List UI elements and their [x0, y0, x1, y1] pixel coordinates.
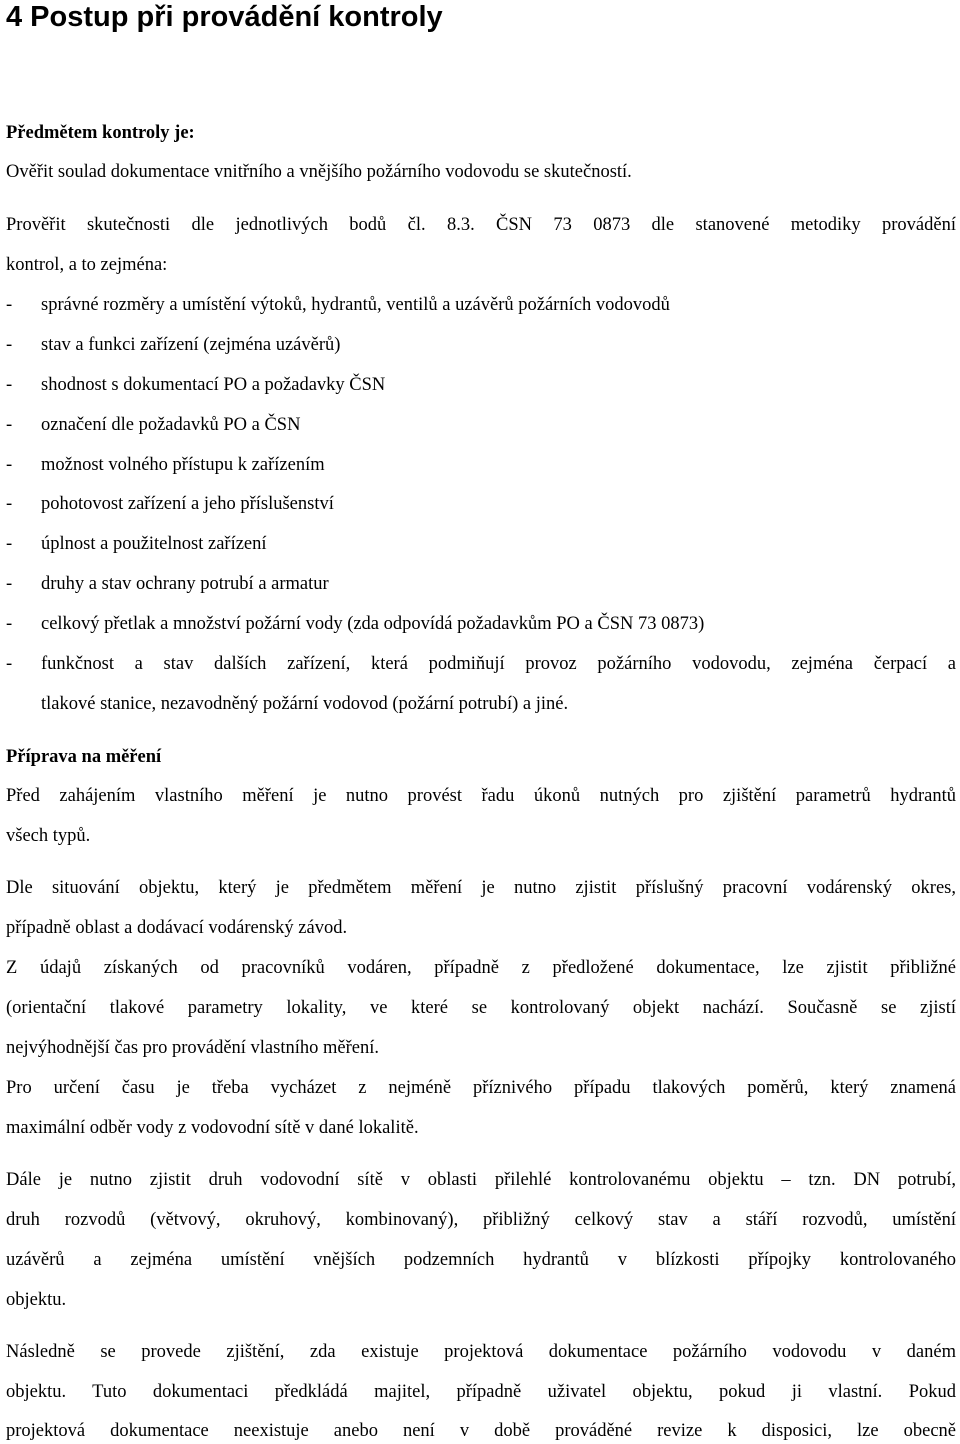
subject-line-2: Prověřit skutečnosti dle jednotlivých bodů čl. 8.3. ČSN 73 0873 dle stanovené metodiky provádění	[6, 215, 956, 235]
list-dash: -	[6, 614, 13, 634]
prep-p5-line-4: objektu.	[6, 1290, 67, 1310]
list-item-text: možnost volného přístupu k zařízením	[41, 455, 325, 475]
prep-p5-line-3: uzávěrů a zejména umístění vnějších podzemních hydrantů v blízkosti přípojky kontrolovaného	[6, 1250, 956, 1270]
prep-p4-line-1: Pro určení času je třeba vycházet z nejméně příznivého případu tlakových poměrů, který znamená	[6, 1078, 956, 1098]
prep-p2-line-1: Dle situování objektu, který je předmětem měření je nutno zjistit příslušný pracovní vodárenský okres,	[6, 878, 956, 898]
list-item-text: úplnost a použitelnost zařízení	[41, 534, 267, 554]
subject-line-3: kontrol, a to zejména:	[6, 255, 168, 275]
list-item-text: správné rozměry a umístění výtoků, hydrantů, ventilů a uzávěrů požárních vodovodů	[41, 295, 670, 315]
prep-p2-line-2: případně oblast a dodávací vodárenský závod.	[6, 918, 348, 938]
list-item-text: stav a funkci zařízení (zejména uzávěrů)	[41, 335, 341, 355]
list-dash: -	[6, 654, 13, 674]
list-item-text: tlakové stanice, nezavodněný požární vodovod (požární potrubí) a jiné.	[41, 694, 569, 714]
prep-p6-line-2: objektu. Tuto dokumentaci předkládá majitel, případně uživatel objektu, pokud ji vlastní. Pokud	[6, 1382, 956, 1402]
prep-title: Příprava na měření	[6, 747, 162, 767]
subject-title: Předmětem kontroly je:	[6, 123, 195, 143]
list-dash: -	[6, 415, 13, 435]
list-item-text: druhy a stav ochrany potrubí a armatur	[41, 574, 329, 594]
prep-p5-line-1: Dále je nutno zjistit druh vodovodní sítě v oblasti přilehlé kontrolovanému objektu – tzn. DN potrubí,	[6, 1170, 956, 1190]
list-dash: -	[6, 494, 13, 514]
list-item-text: funkčnost a stav dalších zařízení, která podmiňují provoz požárního vodovodu, zejména čerpací a	[41, 654, 956, 674]
prep-p6-line-1: Následně se provede zjištění, zda existuje projektová dokumentace požárního vodovodu v daném	[6, 1342, 956, 1362]
prep-p1-line-1: Před zahájením vlastního měření je nutno provést řadu úkonů nutných pro zjištění parametrů hydrantů	[6, 786, 956, 806]
prep-p1-line-2: všech typů.	[6, 826, 91, 846]
list-item-text: označení dle požadavků PO a ČSN	[41, 415, 301, 435]
prep-p3-line-2: (orientační tlakové parametry lokality, ve které se kontrolovaný objekt nachází. Současně se zjistí	[6, 998, 956, 1018]
section-heading: 4 Postup při provádění kontroly	[6, 1, 443, 33]
prep-p5-line-2: druh rozvodů (větvový, okruhový, kombinovaný), přibližný celkový stav a stáří rozvodů, umístění	[6, 1210, 956, 1230]
list-item-text: pohotovost zařízení a jeho příslušenství	[41, 494, 334, 514]
subject-line-1: Ověřit soulad dokumentace vnitřního a vnějšího požárního vodovodu se skutečností.	[6, 162, 632, 182]
prep-p3-line-1: Z údajů získaných od pracovníků vodáren, případně z předložené dokumentace, lze zjistit přibližné	[6, 958, 956, 978]
list-dash: -	[6, 534, 13, 554]
prep-p4-line-2: maximální odběr vody z vodovodní sítě v dané lokalitě.	[6, 1118, 419, 1138]
list-dash: -	[6, 375, 13, 395]
list-item-text: shodnost s dokumentací PO a požadavky ČSN	[41, 375, 386, 395]
list-dash: -	[6, 455, 13, 475]
list-dash: -	[6, 574, 13, 594]
prep-p6-line-3: projektová dokumentace neexistuje anebo není v době prováděné revize k disposici, lze obecně	[6, 1421, 956, 1441]
list-dash: -	[6, 335, 13, 355]
prep-p3-line-3: nejvýhodnější čas pro provádění vlastního měření.	[6, 1038, 379, 1058]
list-dash: -	[6, 295, 13, 315]
list-item-text: celkový přetlak a množství požární vody (zda odpovídá požadavkům PO a ČSN 73 0873)	[41, 614, 705, 634]
